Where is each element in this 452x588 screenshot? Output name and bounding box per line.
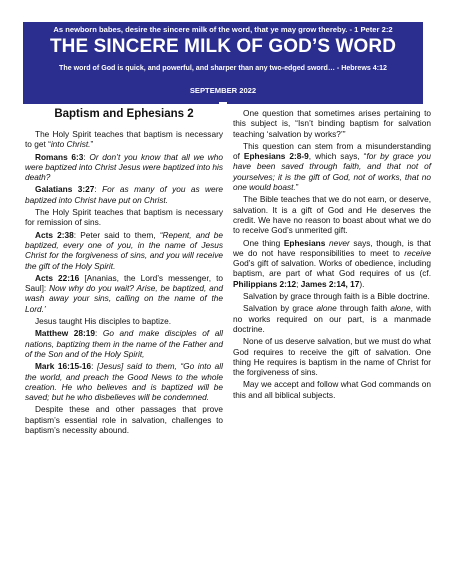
- text: , which says, “: [308, 151, 367, 162]
- quote: “Go into all the world, and preach the Good News to the whole creation. He who believes and is baptized will be saved; but he who disbelieves will be condemned.: [25, 361, 223, 403]
- paragraph: The Bible teaches that we do not earn, or deserve, salvation. It is a gift of God and He deserves the credit. We have no reason to boast about what we do to receive God’s unmerited gift.: [233, 194, 431, 236]
- text: ”: [90, 139, 94, 150]
- quote: Now why do you wait? Arise, be baptized, and wash away your sins, calling on the name of the Lord.’: [25, 283, 223, 314]
- text: : Peter said to them,: [73, 229, 160, 240]
- scripture-reference: Philippians 2:12: [233, 278, 297, 289]
- paragraph: Jesus taught His disciples to baptize.: [35, 316, 172, 327]
- quote: into Christ.: [50, 139, 91, 150]
- text: , with no works required on our part, is a manmade doctrine.: [233, 303, 431, 334]
- quote: “Repent, and be baptized, every one of you, in the name of Jesus Christ for the forgiveness of sins, and you will receive the gift of the Holy Spirit.: [25, 229, 223, 271]
- paragraph: [25, 152, 223, 183]
- quote: Or don’t you know that all we who were baptized into Christ Jesus were baptized into his death?: [25, 151, 223, 183]
- text: :: [94, 184, 103, 195]
- paragraph: Despite these and other passages that prove baptism’s essential role in salvation, challenges to baptism’s necessity abound.: [25, 404, 223, 436]
- emphasis: alone: [316, 303, 337, 314]
- quote: for by grace you have been saved through faith, and that not of yourselves; it is the gift of God, not of works, that no one would boast.: [233, 151, 431, 193]
- text: God’s gift of salvation. Works of obedience, including baptism, are part of what God requires of us (cf.: [233, 258, 431, 279]
- quote: For as many of you as were baptized into Christ have put on Christ.: [25, 184, 223, 205]
- newsletter-title: THE SINCERE MILK OF GOD’S WORD: [49, 36, 397, 57]
- text: :: [94, 328, 103, 339]
- paragraph: [25, 184, 223, 205]
- quote: Go and make disciples of all nations, baptizing them in the name of the Father and of the Son and of the Holy Spirit,: [25, 328, 223, 359]
- issue-date: SEPTEMBER 2022: [189, 86, 257, 95]
- scripture-reference: Matthew 28:19: [35, 328, 95, 339]
- masthead-sub-verse: The word of God is quick, and powerful, and sharper than any two-edged sword… - Hebrews 4:12: [59, 64, 387, 72]
- left-column-rule: [23, 102, 219, 104]
- text: :: [91, 361, 97, 372]
- text: Salvation by grace: [243, 303, 317, 314]
- paragraph: May we accept and follow what God commands on this and all biblical subjects.: [233, 379, 431, 400]
- text: :: [83, 151, 90, 162]
- text: One thing: [243, 237, 284, 248]
- scripture-reference: Romans 6:3: [35, 151, 84, 162]
- quote: [Jesus] said to them,: [97, 361, 177, 372]
- text: The Holy Spirit teaches that baptism is necessary to get “: [25, 129, 223, 150]
- scripture-reference: Ephesians: [283, 237, 326, 248]
- emphasis: never: [328, 237, 350, 248]
- paragraph: [233, 141, 431, 192]
- text: This question can stem from a misunderstanding of: [233, 140, 431, 162]
- paragraph: One question that sometimes arises pertaining to this subject is, “Isn’t binding baptism for salvation teaching ‘salvation by works?’”: [233, 108, 431, 139]
- text: says, though, is that we do not have responsibilities to meet to: [233, 237, 431, 258]
- scripture-reference: Acts 22:16: [35, 272, 80, 283]
- scripture-reference: Ephesians 2:8-9: [243, 151, 309, 162]
- text: [Ananias, the Lord’s messenger, to Saul]:: [25, 272, 223, 294]
- masthead-top-verse: As newborn babes, desire the sincere milk of the word, that ye may grow thereby. - 1 Peter 2:2: [53, 25, 393, 34]
- text: ;: [296, 278, 301, 289]
- paragraph: The Holy Spirit teaches that baptism is necessary for remission of sins.: [25, 207, 223, 228]
- paragraph: [25, 361, 223, 402]
- scripture-reference: Galatians 3:27: [35, 184, 95, 195]
- article-title: Baptism and Ephesians 2: [54, 108, 194, 120]
- paragraph: [25, 328, 223, 359]
- paragraph: None of us deserve salvation, but we must do what God requires to receive the gift of salvation. One thing He requires is baptism in the name of Christ for the forgiveness of sins.: [233, 336, 431, 378]
- scripture-reference: Mark 16:15-16: [35, 361, 92, 372]
- paragraph: [25, 230, 223, 271]
- right-column-rule: [227, 102, 423, 104]
- paragraph: [233, 238, 431, 289]
- paragraph: [233, 303, 431, 334]
- text: through faith: [336, 303, 391, 314]
- scripture-reference: Acts 2:38: [35, 229, 74, 240]
- paragraph: [25, 273, 223, 314]
- right-column: [233, 108, 431, 402]
- paragraph: [25, 129, 223, 150]
- emphasis: alone: [390, 303, 411, 314]
- text: ).: [359, 278, 365, 289]
- newsletter-page: [23, 22, 431, 558]
- scripture-reference: James 2:14, 17: [300, 278, 360, 289]
- emphasis: receive: [404, 247, 431, 258]
- paragraph: Salvation by grace through faith is a Bible doctrine.: [243, 291, 430, 302]
- left-column: [25, 108, 223, 437]
- text: ”: [295, 182, 299, 193]
- masthead: [23, 22, 423, 102]
